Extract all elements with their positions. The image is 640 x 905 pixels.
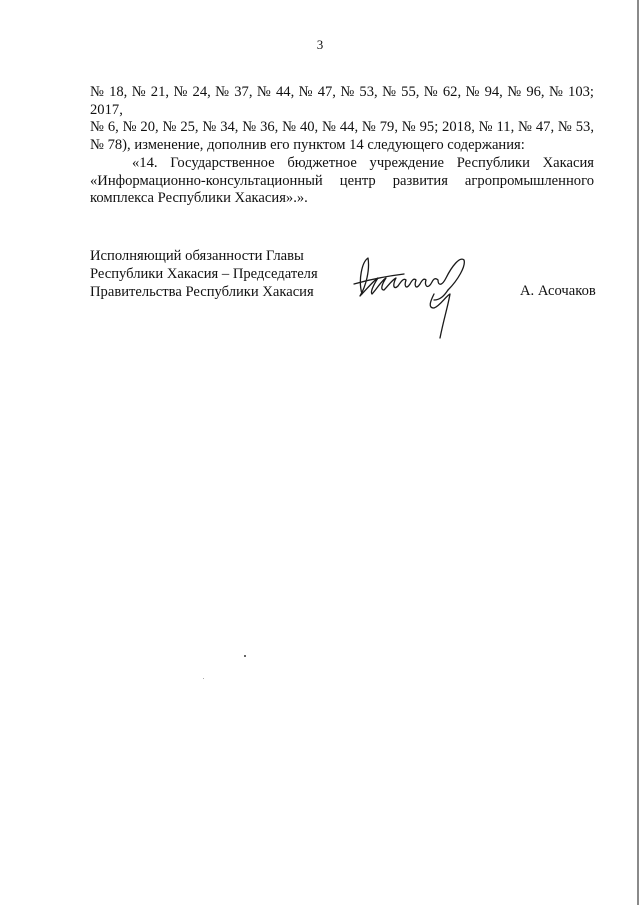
body-line: № 78), изменение, дополнив его пунктом 14 следующего содержания: — [90, 137, 525, 154]
page-number: 3 — [316, 37, 324, 52]
item-14-line: «14. Государственное бюджетное учреждение Республики Хакасия — [132, 154, 594, 171]
signatory-title — [90, 248, 318, 301]
handwritten-signature — [348, 250, 478, 340]
item-14-line: «Информационно-консультационный центр развития агропромышленного — [90, 172, 594, 189]
body-line: № 18, № 21, № 24, № 37, № 44, № 47, № 53, № 55, № 62, № 94, № 96, № 103; 2017, — [90, 84, 594, 118]
document-body — [90, 84, 594, 208]
scan-artifact — [203, 678, 204, 679]
signatory-title-line: Исполняющий обязанности Главы — [90, 248, 304, 264]
body-line: № 6, № 20, № 25, № 34, № 36, № 40, № 44, № 79, № 95; 2018, № 11, № 47, № 53, — [90, 119, 594, 136]
item-14-line: комплекса Республики Хакасия».». — [90, 190, 308, 207]
signatory-title-line: Правительства Республики Хакасия — [90, 283, 314, 300]
scan-artifact — [244, 655, 246, 657]
signatory-title-line: Республики Хакасия – Председателя — [90, 265, 318, 282]
signer-name: А. Асочаков — [520, 283, 596, 299]
